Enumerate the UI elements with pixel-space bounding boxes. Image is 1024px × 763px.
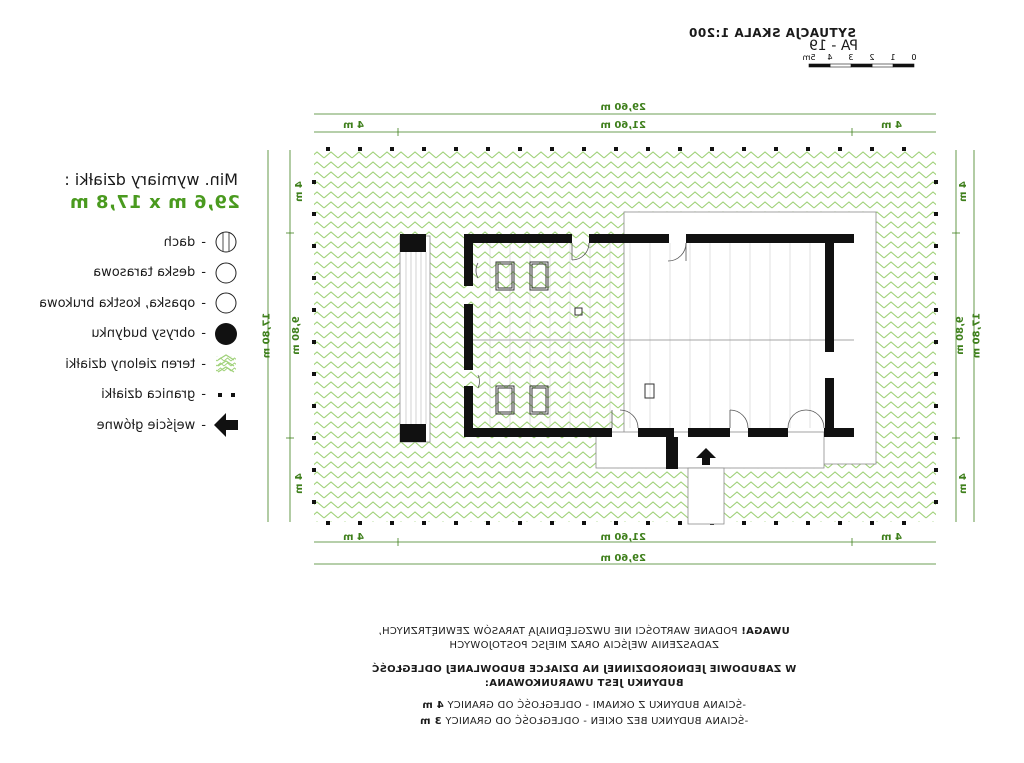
boundary-dot <box>550 147 554 151</box>
terrace <box>400 236 430 442</box>
boundary-dot <box>742 521 746 525</box>
boundary-dot <box>390 521 394 525</box>
boundary-dot <box>870 521 874 525</box>
boundary-dot <box>646 521 650 525</box>
boundary-dot <box>326 147 330 151</box>
boundary-dot <box>678 147 682 151</box>
boundary-dot <box>312 340 316 344</box>
boundary-dot <box>582 521 586 525</box>
boundary-dot <box>312 372 316 376</box>
boundary-dot <box>312 500 316 504</box>
dim-top-left: 4 m <box>343 120 364 131</box>
rule-line3-value: 4 m <box>421 700 444 711</box>
legend-label: wejście główne <box>96 417 196 433</box>
boundary-dot <box>934 468 938 472</box>
boundary-dot <box>312 212 316 216</box>
dim-bottom-total: 29,60 m <box>600 553 646 564</box>
boundary-dot <box>934 436 938 440</box>
dim-right-top: 4 m <box>958 181 970 202</box>
boundary-dot <box>934 180 938 184</box>
legend-dash: - <box>201 265 206 280</box>
scale-tick-label: 5m <box>802 53 816 62</box>
boundary-dot <box>486 521 490 525</box>
dim-left-total: 17,80 m <box>261 312 273 359</box>
boundary-dot <box>312 436 316 440</box>
boundary-dot <box>312 276 316 280</box>
boundary-dot <box>422 521 426 525</box>
rule-line4 <box>344 716 824 727</box>
dim-bottom-right: 4 m <box>881 532 902 543</box>
legend-dash: - <box>201 326 206 341</box>
legend-heading: Min. wymiary działki : <box>64 170 238 189</box>
legend-dash: - <box>201 387 206 402</box>
boundary-dot <box>934 212 938 216</box>
boundary-dot <box>358 147 362 151</box>
dim-left-top: 4 m <box>294 181 306 202</box>
dim-top-right: 4 m <box>881 120 902 131</box>
legend-dash: - <box>201 417 206 433</box>
boundary-dot <box>312 180 316 184</box>
boundary-dot <box>390 147 394 151</box>
boundary-dot <box>710 147 714 151</box>
dim-top-mid: 21,60 m <box>600 120 646 131</box>
rule-line1: W ZABUDOWIE JEDNORODZINNEJ NA DZIAŁCE BUDOWLANEJ ODLEGŁOŚĆ <box>371 664 797 675</box>
boundary-dot <box>454 147 458 151</box>
legend-label: dach <box>163 234 196 250</box>
scale-tick-label: 1 <box>890 53 896 62</box>
boundary-dot <box>486 147 490 151</box>
boundary-dot <box>312 468 316 472</box>
rule-line3-text: -ŚCIANA BUDYNKU Z OKNAMI - ODLEGŁOŚĆ OD GRANICY <box>443 700 747 711</box>
legend-label: deska tarasowa <box>93 265 196 280</box>
legend-label: opaska, kostka brukowa <box>39 295 196 311</box>
boundary-dot <box>774 147 778 151</box>
boundary-dot <box>934 372 938 376</box>
boundary-dot <box>518 521 522 525</box>
entrance-path <box>688 468 724 524</box>
boundary-dot <box>454 521 458 525</box>
rule-line4-value: 3 m <box>419 716 442 727</box>
boundary-dot <box>806 147 810 151</box>
boundary-dot <box>838 147 842 151</box>
dim-right-total: 17,80 m <box>971 312 983 359</box>
boundary-dot <box>934 308 938 312</box>
dim-bottom-left: 4 m <box>343 532 364 543</box>
boundary-dot <box>614 147 618 151</box>
dim-right-mid: 9,80 m <box>955 316 967 355</box>
warning-note-line1 <box>344 626 824 637</box>
dim-right-bottom: 4 m <box>958 473 970 494</box>
legend-dash: - <box>201 356 206 372</box>
warning-label: UWAGA! <box>740 626 790 637</box>
boundary-dot <box>582 147 586 151</box>
project-code: PA - 19 <box>809 38 858 54</box>
legend-dash: - <box>201 295 206 311</box>
boundary-dot <box>806 521 810 525</box>
legend-plot-dimensions: 29,6 m x 17,8 m <box>69 192 240 213</box>
boundary-dot <box>774 521 778 525</box>
legend-dash: - <box>201 234 206 250</box>
boundary-dot <box>934 244 938 248</box>
scale-tick-label: 4 <box>827 53 833 62</box>
legend-label: obrysy budynku <box>91 326 196 341</box>
boundary-dot <box>934 276 938 280</box>
warning-note-line2: ZADASZENIA WEJŚCIA ORAZ MIEJSC POSTOJOWYCH <box>449 640 719 651</box>
boundary-dot <box>838 521 842 525</box>
warning-text: PODANE WARTOŚCI NIE UWZGLĘDNIAJĄ TARASÓW ZEWNĘTRZNYCH, <box>378 626 741 637</box>
dim-top-total: 29,60 m <box>600 102 646 113</box>
boundary-dot <box>326 521 330 525</box>
boundary-dot <box>550 521 554 525</box>
boundary-dot <box>518 147 522 151</box>
legend-label: granica działki <box>101 387 196 402</box>
dim-left-bottom: 4 m <box>294 473 306 494</box>
boundary-dot <box>312 308 316 312</box>
rule-line3 <box>344 700 824 711</box>
dim-bottom-mid: 21,60 m <box>600 532 646 543</box>
boundary-dot <box>934 404 938 408</box>
boundary-dot <box>742 147 746 151</box>
boundary-dot <box>870 147 874 151</box>
legend-label: teren zielony działki <box>65 356 196 372</box>
boundary-dot <box>614 521 618 525</box>
boundary-dot <box>358 521 362 525</box>
sheet-title: SYTUACJA SKALA 1:200 <box>688 26 856 40</box>
scale-tick-label: 2 <box>869 53 875 62</box>
boundary-dot <box>934 340 938 344</box>
scale-tick-label: 0 <box>911 53 917 62</box>
boundary-dot <box>312 244 316 248</box>
boundary-dot <box>902 147 906 151</box>
scale-tick-label: 3 <box>848 53 854 62</box>
boundary-dot <box>312 404 316 408</box>
rule-line2: BUDYNKU JEST UWARUNKOWANA: <box>484 678 684 689</box>
dim-left-mid: 9,80 m <box>291 316 303 355</box>
boundary-dot <box>678 521 682 525</box>
boundary-dot <box>902 521 906 525</box>
boundary-dot <box>934 500 938 504</box>
rule-line4-text: -ŚCIANA BUDYNKU BEZ OKIEN - ODLEGŁOŚĆ OD GRANICY <box>441 716 749 727</box>
boundary-dot <box>646 147 650 151</box>
boundary-dot <box>422 147 426 151</box>
